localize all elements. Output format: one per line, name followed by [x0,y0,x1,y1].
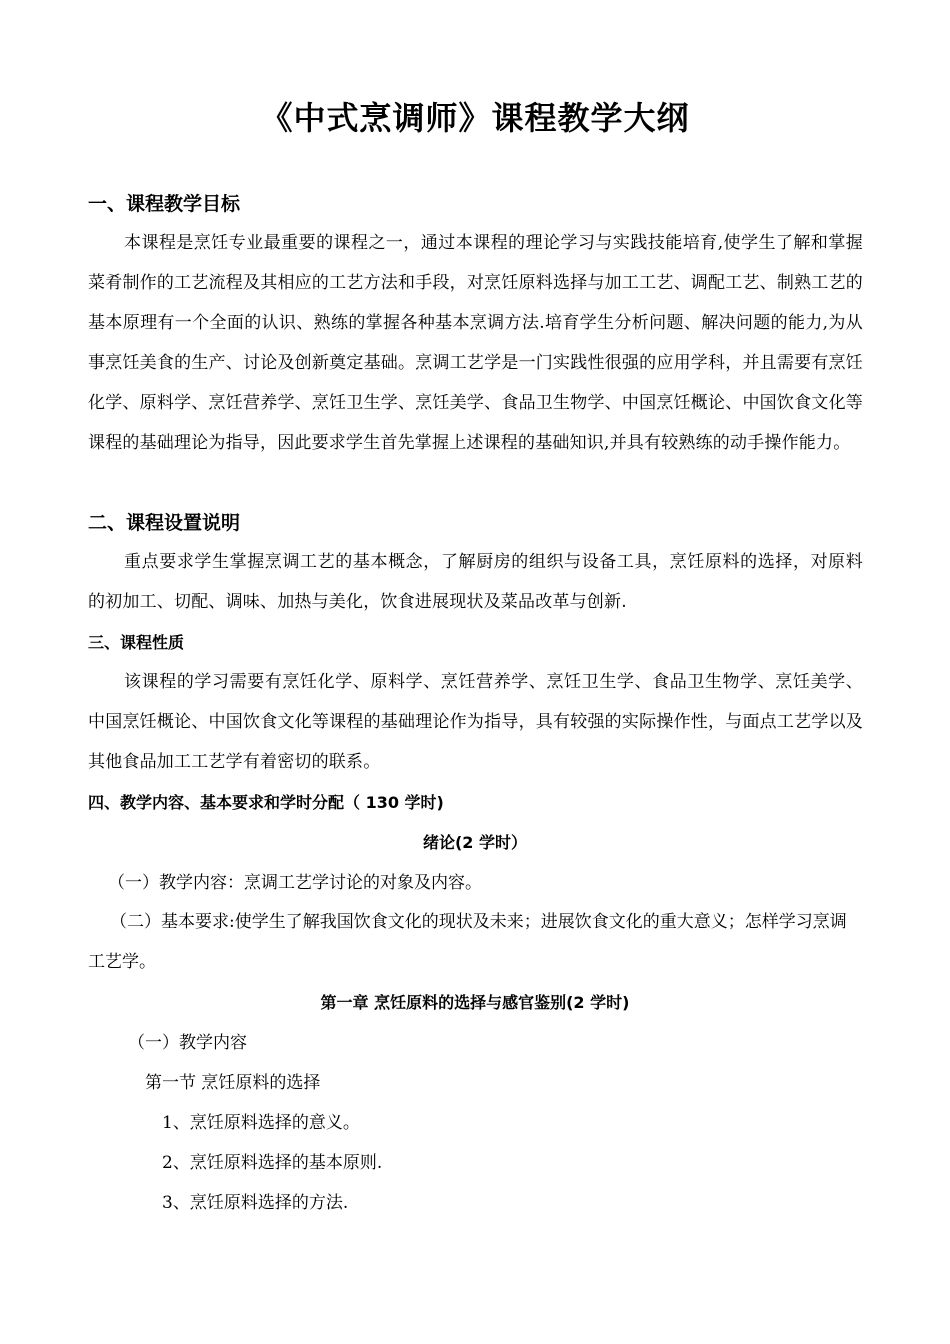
section-heading-setup: 二、课程设置说明 [88,512,241,534]
chapter1-item: 3、烹饪原料选择的方法. [162,1193,349,1213]
section-heading-nature: 三、课程性质 [88,633,185,652]
section-heading-objectives: 一、课程教学目标 [88,193,241,215]
section-heading-content: 四、教学内容、基本要求和学时分配（ 130 学时) [88,793,444,812]
section-body-setup: 重点要求学生掌握烹调工艺的基本概念，了解厨房的组织与设备工具，烹饪原料的选择，对原料的初加工、切配、调味、加热与美化，饮食进展现状及菜品改革与创新. [88,552,863,612]
chapter1-content-label: （一）教学内容 [128,1033,247,1053]
intro-requirements: （二）基本要求:使学生了解我国饮食文化的现状及未来；进展饮食文化的重大意义；怎样学习烹调工艺学。 [88,912,847,972]
chapter1-heading: 第一章 烹饪原料的选择与感官鉴别(2 学时) [320,993,630,1012]
chapter1-item: 1、烹饪原料选择的意义。 [162,1113,360,1133]
chapter1-section-title: 第一节 烹饪原料的选择 [145,1073,321,1093]
intro-content: （一）教学内容：烹调工艺学讨论的对象及内容。 [108,873,482,893]
intro-heading: 绪论(2 学时） [422,833,528,852]
document-title: 《中式烹调师》课程教学大纲 [260,99,690,137]
section-body-objectives: 本课程是烹饪专业最重要的课程之一，通过本课程的理论学习与实践技能培育,使学生了解和掌握菜肴制作的工艺流程及其相应的工艺方法和手段，对烹饪原料选择与加工工艺、调配工艺、制熟工艺的基本原理有一个全面的认识、熟练的掌握各种基本烹调方法.培育学生分析问题、解决问题的能力,为从事烹饪美食的生产、讨论及创新奠定基础。烹调工艺学是一门实践性很强的应用学科，并且需要有烹饪化学、原料学、烹饪营养学、烹饪卫生学、烹饪美学、食品卫生物学、中国烹饪概论、中国饮食文化等课程的基础理论为指导，因此要求学生首先掌握上述课程的基础知识,并具有较熟练的动手操作能力。 [88,233,863,453]
chapter1-item: 2、烹饪原料选择的基本原则. [162,1153,383,1173]
section-body-nature: 该课程的学习需要有烹饪化学、原料学、烹饪营养学、烹饪卫生学、食品卫生物学、烹饪美学、中国烹饪概论、中国饮食文化等课程的基础理论作为指导，具有较强的实际操作性，与面点工艺学以及其他食品加工工艺学有着密切的联系。 [88,672,863,772]
